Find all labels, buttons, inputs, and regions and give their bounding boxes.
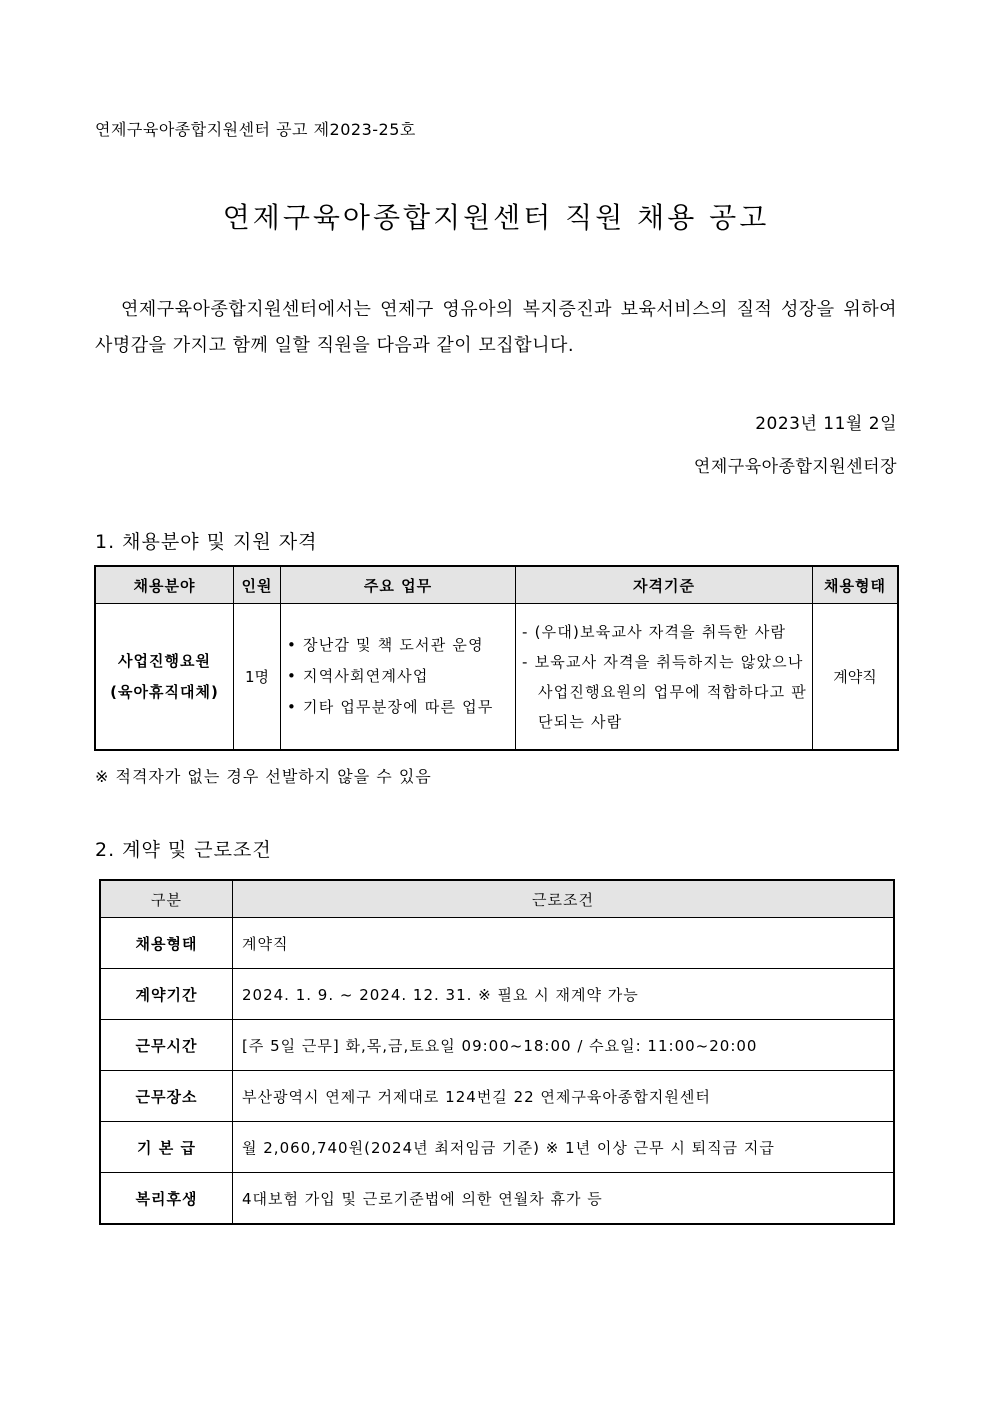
header-qualifications: 자격기준 xyxy=(516,566,813,604)
row-value: 2024. 1. 9. ~ 2024. 12. 31. ※ 필요 시 재계약 가능 xyxy=(233,969,895,1020)
table-row xyxy=(100,1071,894,1122)
row-label: 계약기간 xyxy=(100,969,233,1020)
row-label: 근무시간 xyxy=(100,1020,233,1071)
row-label: 기 본 급 xyxy=(100,1122,233,1173)
duties-cell xyxy=(281,604,516,751)
conditions-table xyxy=(99,879,895,1225)
section1-heading: 1. 채용분야 및 지원 자격 xyxy=(95,531,318,553)
notice-date: 2023년 11월 2일 xyxy=(755,414,897,434)
row-label: 채용형태 xyxy=(100,918,233,969)
list-item: • 지역사회연계사업 xyxy=(287,667,429,685)
table-row xyxy=(100,1020,894,1071)
field-name: 사업진행요원 xyxy=(118,651,211,670)
header-field: 채용분야 xyxy=(95,566,234,604)
page-title: 연제구육아종합지원센터 직원 채용 공고 xyxy=(222,201,770,234)
employment-type-cell: 계약직 xyxy=(813,604,899,751)
recruitment-table xyxy=(94,565,899,751)
list-item: • 장난감 및 책 도서관 운영 xyxy=(287,636,484,654)
header-category: 구분 xyxy=(100,880,233,918)
row-label: 복리후생 xyxy=(100,1173,233,1225)
row-value: [주 5일 근무] 화,목,금,토요일 09:00~18:00 / 수요일: 11:00~20:00 xyxy=(233,1020,895,1071)
header-count: 인원 xyxy=(234,566,281,604)
table-row xyxy=(100,969,894,1020)
table-row xyxy=(100,918,894,969)
selection-note: ※ 적격자가 없는 경우 선발하지 않을 수 있음 xyxy=(95,767,432,786)
table-row xyxy=(100,1122,894,1173)
list-item: • 기타 업무분장에 따른 업무 xyxy=(287,698,494,716)
field-cell xyxy=(95,604,234,751)
row-value: 월 2,060,740원(2024년 최저임금 기준) ※ 1년 이상 근무 시 퇴직금 지급 xyxy=(233,1122,895,1173)
header-duties: 주요 업무 xyxy=(281,566,516,604)
table-row xyxy=(100,1173,894,1225)
table-row xyxy=(95,604,898,751)
list-item: - 보육교사 자격을 취득하지는 않았으나 사업진행요원의 업무에 적합하다고 판단되는 사람 xyxy=(522,652,807,731)
list-item: - (우대)보육교사 자격을 취득한 사람 xyxy=(522,622,787,641)
issuer: 연제구육아종합지원센터장 xyxy=(693,457,897,477)
header-conditions: 근로조건 xyxy=(233,880,895,918)
intro-paragraph: 연제구육아종합지원센터에서는 연제구 영유아의 복지증진과 보육서비스의 질적 성장을 위하여 사명감을 가지고 함께 일할 직원을 다음과 같이 모집합니다. xyxy=(95,299,897,356)
field-note: (육아휴직대체) xyxy=(110,682,219,701)
qualifications-cell xyxy=(516,604,813,751)
table-header-row xyxy=(95,566,898,604)
row-value: 4대보험 가입 및 근로기준법에 의한 연월차 휴가 등 xyxy=(233,1173,895,1225)
row-label: 근무장소 xyxy=(100,1071,233,1122)
notice-number: 연제구육아종합지원센터 공고 제2023-25호 xyxy=(95,120,416,139)
row-value: 부산광역시 연제구 거제대로 124번길 22 연제구육아종합지원센터 xyxy=(233,1071,895,1122)
count-cell: 1명 xyxy=(234,604,281,751)
table-header-row xyxy=(100,880,894,918)
header-employment-type: 채용형태 xyxy=(813,566,899,604)
row-value: 계약직 xyxy=(233,918,895,969)
section2-heading: 2. 계약 및 근로조건 xyxy=(95,839,272,861)
